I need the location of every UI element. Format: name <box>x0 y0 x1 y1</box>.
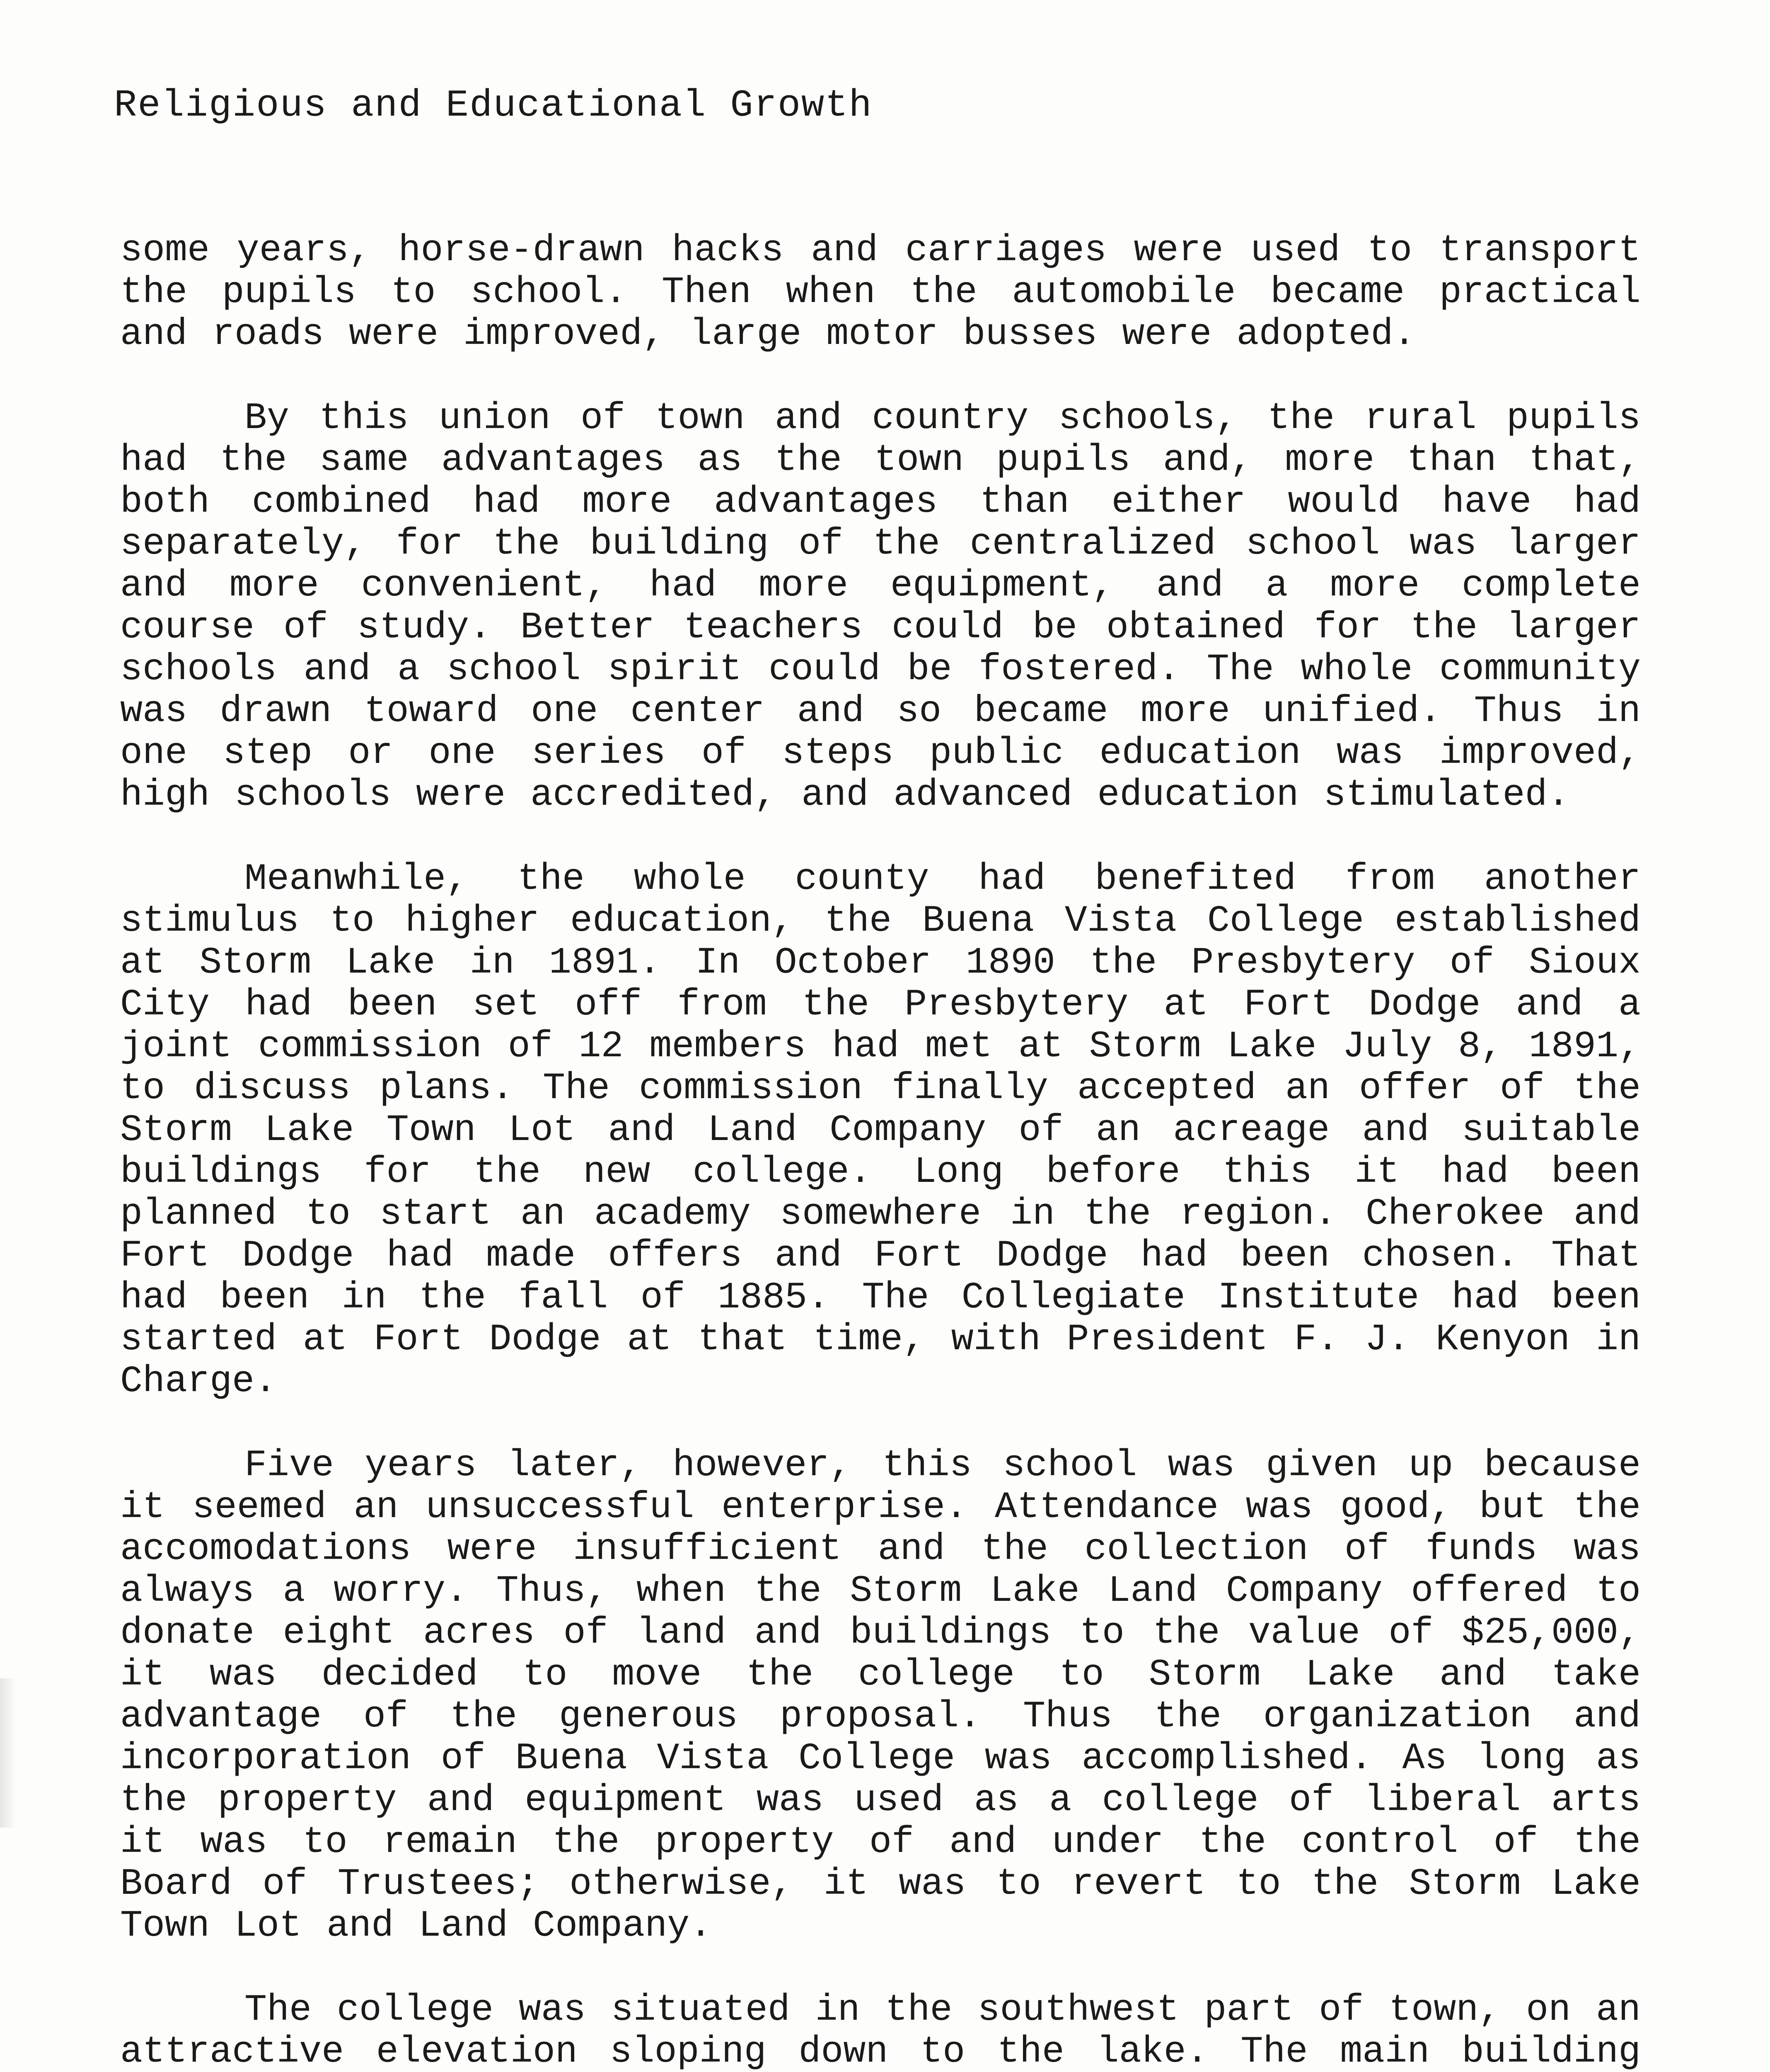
running-header: Religious and Educational Growth <box>114 84 873 127</box>
body-text <box>120 230 1641 2072</box>
paragraph-town-country-schools: By this union of town and country schools, the rural pupils had the same advantages as the town pupils and, more than that, both combined had more advantages than either would have had separately, for the building of the centralized school was larger and more convenient, had more equipment, and a more complete course of study. Better teachers could be obtained for the larger schools and a school spirit could be fostered. The whole community was drawn toward one center and so became more unified. Thus in one step or one series of steps public education was improved, high schools were accredited, and advanced education stimulated. <box>120 397 1641 816</box>
scan-edge-mark <box>0 1678 17 1828</box>
paragraph-buena-vista-founding: Meanwhile, the whole county had benefited from another stimulus to higher education, the Buena Vista College established at Storm Lake in 1891. In October 1890 the Presbytery of Sioux City had been set off from the Presbytery at Fort Dodge and a joint commission of 12 members had met at Storm Lake July 8, 1891, to discuss plans. The commission finally accepted an offer of the Storm Lake Town Lot and Land Company of an acreage and suitable buildings for the new college. Long before this it had been planned to start an academy somewhere in the region. Cherokee and Fort Dodge had made offers and Fort Dodge had been chosen. That had been in the fall of 1885. The Collegiate Institute had been started at Fort Dodge at that time, with President F. J. Kenyon in Charge. <box>120 858 1641 1403</box>
paragraph-continuation: some years, horse-drawn hacks and carriages were used to transport the pupils to school. Then when the automobile became practical and roads were improved, large motor busses were adopted. <box>120 230 1641 356</box>
paragraph-college-relocation: Five years later, however, this school was given up because it seemed an unsuccessful enterprise. Attendance was good, but the accomodations were insufficient and the collection of funds was always a worry. Thus, when the Storm Lake Land Company offered to donate eight acres of land and buildings to the value of $25,000, it was decided to move the college to Storm Lake and take advantage of the generous proposal. Thus the organization and incorporation of Buena Vista College was accomplished. As long as the property and equipment was used as a college of liberal arts it was to remain the property of and under the control of the Board of Trustees; otherwise, it was to revert to the Storm Lake Town Lot and Land Company. <box>120 1445 1641 1947</box>
paragraph-college-campus: The college was situated in the southwest part of town, on an attractive elevation sloping down to the lake. The main building <box>120 1989 1641 2072</box>
